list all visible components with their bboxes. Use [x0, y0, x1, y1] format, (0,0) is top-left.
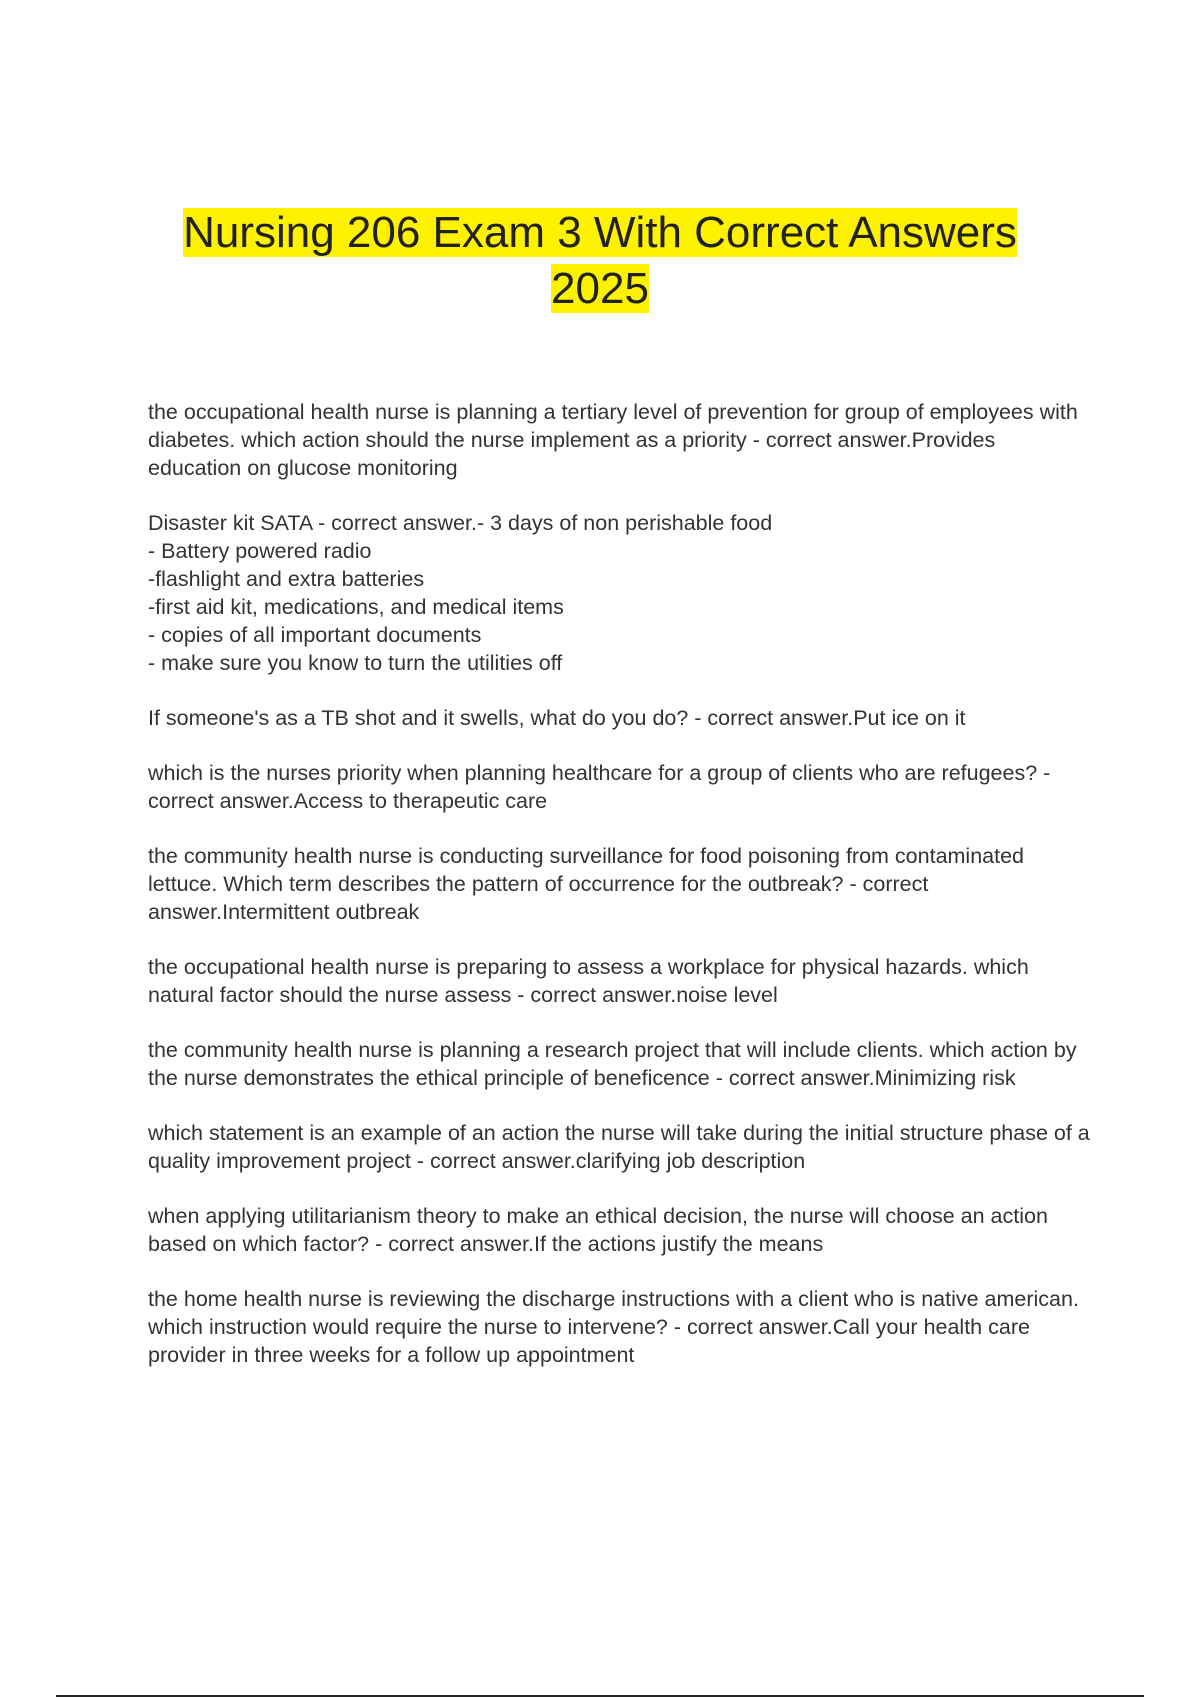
- qa-entry: If someone's as a TB shot and it swells, what do you do? - correct answer.Put ice on it: [148, 706, 966, 730]
- qa-entry: the community health nurse is conducting surveillance for food poisoning from contaminated lettuce. Which term describes the pattern of occurrence for the outbreak? - correct answer.Intermittent outbreak: [148, 844, 1025, 924]
- qa-line: - make sure you know to turn the utilities off: [148, 651, 563, 675]
- qa-entry: when applying utilitarianism theory to make an ethical decision, the nurse will choose an action based on which factor? - correct answer.If the actions justify the means: [148, 1204, 1048, 1256]
- qa-entry-disaster-kit: [148, 509, 1093, 677]
- title-block: [0, 205, 1200, 317]
- qa-line: - copies of all important documents: [148, 623, 482, 647]
- qa-entry: the community health nurse is planning a research project that will include clients. which action by the nurse demonstrates the ethical principle of beneficence - correct answer.Minimizing risk: [148, 1038, 1077, 1090]
- qa-line: -first aid kit, medications, and medical items: [148, 595, 564, 619]
- page-bottom-rule: [56, 1695, 1144, 1697]
- qa-entry: which is the nurses priority when planning healthcare for a group of clients who are refugees? - correct answer.Access to therapeutic care: [148, 761, 1051, 813]
- qa-line: -flashlight and extra batteries: [148, 567, 425, 591]
- qa-entry: the occupational health nurse is planning a tertiary level of prevention for group of employees with diabetes. which action should the nurse implement as a priority - correct answer.Provides education on glucose monitoring: [148, 400, 1078, 480]
- qa-line: Disaster kit SATA - correct answer.- 3 days of non perishable food: [148, 511, 773, 535]
- qa-entry: the home health nurse is reviewing the discharge instructions with a client who is native american. which instruction would require the nurse to intervene? - correct answer.Call your health care provider in three weeks for a follow up appointment: [148, 1287, 1079, 1367]
- qa-entry: the occupational health nurse is preparing to assess a workplace for physical hazards. which natural factor should the nurse assess - correct answer.noise level: [148, 955, 1029, 1007]
- document-title: Nursing 206 Exam 3 With Correct Answers 2025: [183, 208, 1017, 313]
- qa-entry: which statement is an example of an action the nurse will take during the initial structure phase of a quality improvement project - correct answer.clarifying job description: [148, 1121, 1090, 1173]
- qa-list: [148, 398, 1093, 1396]
- qa-line: - Battery powered radio: [148, 539, 372, 563]
